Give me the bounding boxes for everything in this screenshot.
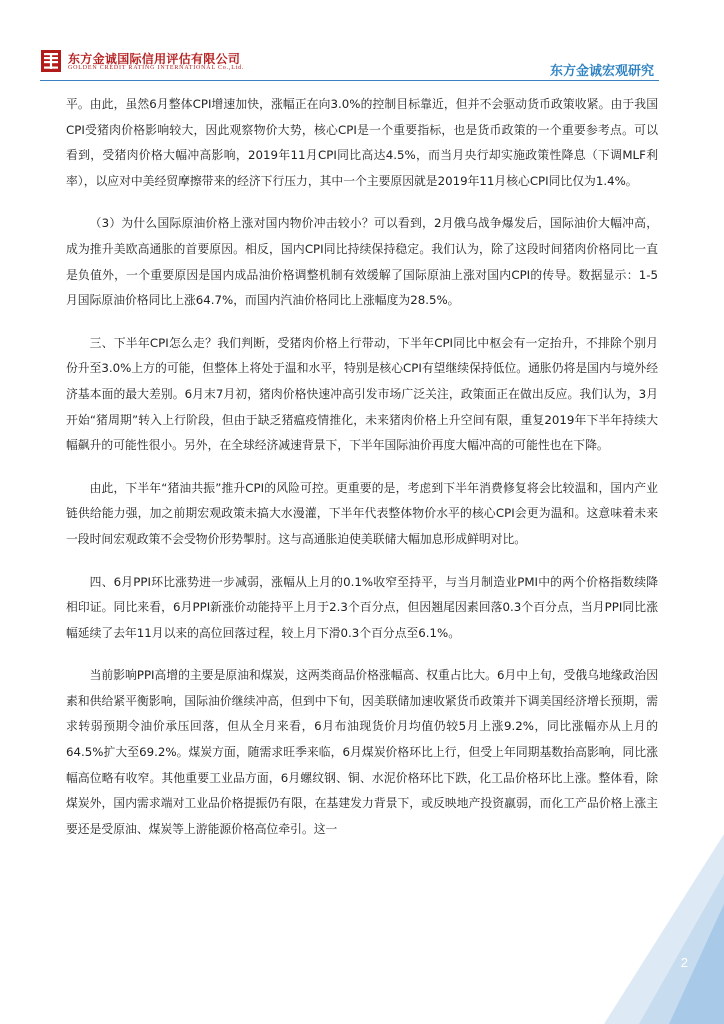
paragraph: 三、下半年CPI怎么走？我们判断，受猪肉价格上行带动，下半年CPI同比中枢会有一定抬升，不排除个别月份升至3.0%上方的可能，但整体上将处于温和水平，特别是核心CPI有望继续保持低位。通胀仍将是国内与境外经济基本面的最大差别。6月末7月初，猪肉价格快速冲高引发市场广泛关注，政策面正在做出反应。我们认为，3月开始“猪周期”转入上行阶段，但由于缺乏猪瘟疫情推化，未来猪肉价格上升空间有限，重复2019年下半年持续大幅飙升的可能性很小。另外，在全球经济减速背景下，下半年国际油价再度大幅冲高的可能性也在下降。 bbox=[66, 335, 658, 453]
page-number: 2 bbox=[680, 955, 688, 970]
company-name-en: GOLDEN CREDIT RATING INTERNATIONAL Co.,Ltd. bbox=[68, 65, 245, 71]
page-header bbox=[0, 0, 724, 82]
company-name-cn: 东方金诚国际信用评估有限公司 bbox=[68, 52, 241, 66]
golden-credit-logo-icon bbox=[41, 50, 61, 72]
corner-decoration bbox=[564, 834, 724, 1024]
report-series-title: 东方金诚宏观研究 bbox=[549, 64, 654, 79]
paragraph: 平。由此，虽然6月整体CPI增速加快，涨幅正在向3.0%的控制目标靠近，但并不会驱动货币政策收紧。由于我国CPI受猪肉价格影响较大，因此观察物价大势，核心CPI是一个重要指标，也是货币政策的一个重要参考点。可以看到，受猪肉价格大幅冲高影响，2019年11月CPI同比高达4.5%，而当月央行却实施政策性降息（下调MLF利率），以应对中美经贸摩擦带来的经济下行压力，其中一个主要原因就是2019年11月核心CPI同比仅为1.4%。 bbox=[66, 97, 658, 188]
paragraph: （3）为什么国际原油价格上涨对国内物价冲击较小？可以看到，2月俄乌战争爆发后，国际油价大幅冲高，成为推升美欧高通胀的首要原因。相反，国内CPI同比持续保持稳定。我们认为，除了这段时间猪肉价格同比一直是负值外，一个重要原因是国内成品油价格调整机制有效缓解了国际原油上涨对国内CPI的传导。数据显示：1-5月国际原油价格同比上涨64.7%，而国内汽油价格同比上涨幅度为28.5%。 bbox=[66, 216, 658, 308]
paragraph: 四、6月PPI环比涨势进一步减弱，涨幅从上月的0.1%收窄至持平，与当月制造业PMI中的两个价格指数续降相印证。同比来看，6月PPI新涨价动能持平上月于2.3个百分点，但因翘尾因素回落0.3个百分点，当月PPI同比涨幅延续了去年11月以来的高位回落过程，较上月下滑0.3个百分点至6.1%。 bbox=[66, 574, 658, 640]
body-text bbox=[66, 92, 658, 859]
paragraph: 当前影响PPI高增的主要是原油和煤炭，这两类商品价格涨幅高、权重占比大。6月中上旬，受俄乌地缘政治因素和供给紧平衡影响，国际油价继续冲高，但到中下旬，因美联储加速收紧货币政策并下调美国经济增长预期，需求转弱预期令油价承压回落，但从全月来看，6月布油现货价月均值仍较5月上涨9.2%，同比涨幅亦从上月的64.5%扩大至69.2%。煤炭方面，随需求旺季来临，6月煤炭价格环比上行，但受上年同期基数抬高影响，同比涨幅高位略有收窄。其他重要工业品方面，6月螺纹钢、铜、水泥价格环比下跌，化工品价格环比上涨。整体看，除煤炭外，国内需求端对工业品价格提振仍有限，在基建发力背景下，或反映地产投资羸弱，而化工产品价格上涨主要还是受原油、煤炭等上游能源价格高位牵引。这一 bbox=[66, 668, 658, 836]
paragraph: 由此，下半年“猪油共振”推升CPI的风险可控。更重要的是，考虑到下半年消费修复将会比较温和，国内产业链供给能力强，加之前期宏观政策未搞大水漫灌，下半年代表整体物价水平的核心CPI会更为温和。这意味着未来一段时间宏观政策不会受物价形势掣肘。这与高通胀迫使美联储大幅加息形成鲜明对比。 bbox=[66, 480, 658, 546]
header-divider bbox=[40, 80, 659, 81]
